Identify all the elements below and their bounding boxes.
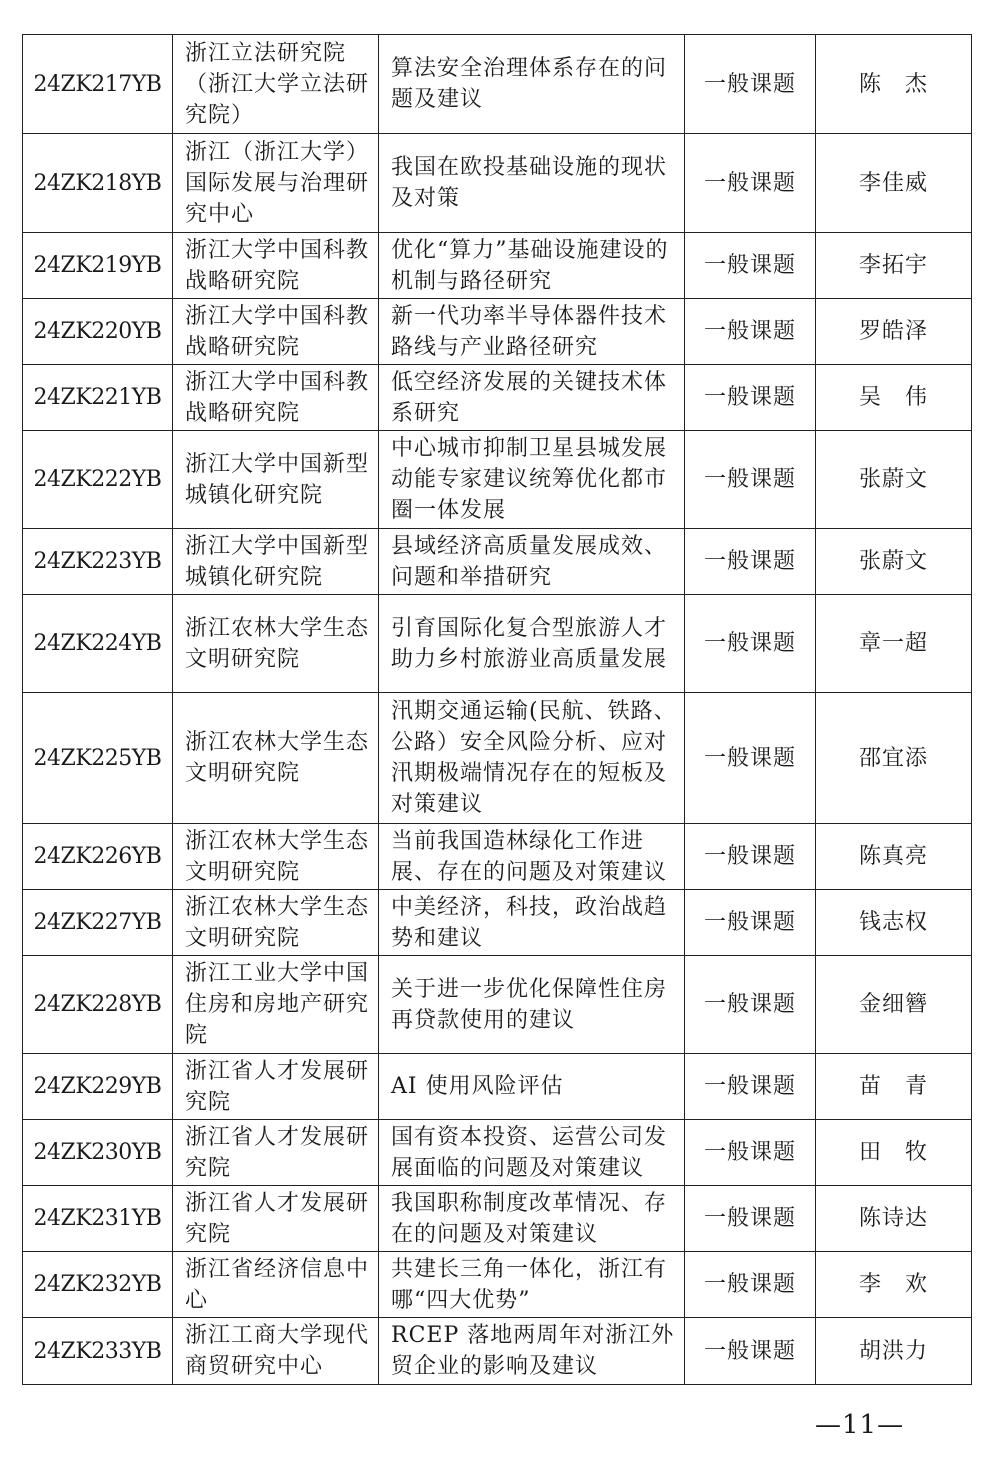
project-code: 24ZK232YB [23,1252,173,1318]
project-type: 一般课题 [685,1186,816,1252]
project-topic: 县域经济高质量发展成效、问题和举措研究 [379,529,685,595]
institution-name: 浙江工业大学中国住房和房地产研究院 [173,956,379,1054]
project-type: 一般课题 [685,1120,816,1186]
project-code: 24ZK217YB [23,35,173,134]
table-row [23,233,972,299]
project-code: 24ZK227YB [23,890,173,956]
table-row [23,956,972,1054]
project-type: 一般课题 [685,35,816,134]
person-in-charge: 陈真亮 [816,824,972,890]
institution-name: 浙江农林大学生态文明研究院 [173,595,379,693]
project-topic: RCEP 落地两周年对浙江外贸企业的影响及建议 [379,1318,685,1385]
table-row [23,595,972,693]
institution-name: 浙江农林大学生态文明研究院 [173,890,379,956]
institution-name: 浙江省人才发展研究院 [173,1054,379,1120]
project-code: 24ZK223YB [23,529,173,595]
institution-name: 浙江大学中国新型城镇化研究院 [173,431,379,529]
institution-name: 浙江立法研究院（浙江大学立法研究院） [173,35,379,134]
person-in-charge: 李佳威 [816,134,972,233]
table-row [23,365,972,431]
project-type: 一般课题 [685,956,816,1054]
institution-name: 浙江大学中国科教战略研究院 [173,299,379,365]
project-code: 24ZK228YB [23,956,173,1054]
project-topic: 汛期交通运输(民航、铁路、公路）安全风险分析、应对汛期极端情况存在的短板及对策建议 [379,693,685,824]
project-topic: 关于进一步优化保障性住房再贷款使用的建议 [379,956,685,1054]
institution-name: 浙江农林大学生态文明研究院 [173,824,379,890]
project-type: 一般课题 [685,1252,816,1318]
person-in-charge: 罗皓泽 [816,299,972,365]
project-topic: 引育国际化复合型旅游人才 助力乡村旅游业高质量发展 [379,595,685,693]
table-row [23,529,972,595]
project-type: 一般课题 [685,365,816,431]
project-code: 24ZK225YB [23,693,173,824]
table-row [23,824,972,890]
project-type: 一般课题 [685,299,816,365]
person-in-charge: 吴 伟 [816,365,972,431]
project-topic: 共建长三角一体化，浙江有哪“四大优势” [379,1252,685,1318]
project-topic: 当前我国造林绿化工作进展、存在的问题及对策建议 [379,824,685,890]
table-row [23,1186,972,1252]
project-code: 24ZK229YB [23,1054,173,1120]
person-in-charge: 邵宜添 [816,693,972,824]
project-topic: 算法安全治理体系存在的问题及建议 [379,35,685,134]
project-topic: 新一代功率半导体器件技术路线与产业路径研究 [379,299,685,365]
table-row [23,890,972,956]
institution-name: 浙江（浙江大学）国际发展与治理研究中心 [173,134,379,233]
project-table [22,34,972,1385]
project-topic: 我国职称制度改革情况、存在的问题及对策建议 [379,1186,685,1252]
project-code: 24ZK219YB [23,233,173,299]
institution-name: 浙江大学中国科教战略研究院 [173,365,379,431]
project-type: 一般课题 [685,134,816,233]
institution-name: 浙江省人才发展研究院 [173,1120,379,1186]
person-in-charge: 陈诗达 [816,1186,972,1252]
project-type: 一般课题 [685,431,816,529]
project-type: 一般课题 [685,233,816,299]
institution-name: 浙江大学中国科教战略研究院 [173,233,379,299]
person-in-charge: 李拓宇 [816,233,972,299]
project-code: 24ZK233YB [23,1318,173,1385]
institution-name: 浙江省经济信息中心 [173,1252,379,1318]
person-in-charge: 胡洪力 [816,1318,972,1385]
table-row [23,1318,972,1385]
person-in-charge: 张蔚文 [816,529,972,595]
project-type: 一般课题 [685,1318,816,1385]
project-type: 一般课题 [685,693,816,824]
table-row [23,1054,972,1120]
project-topic: 中美经济，科技，政治战趋势和建议 [379,890,685,956]
person-in-charge: 李 欢 [816,1252,972,1318]
project-code: 24ZK226YB [23,824,173,890]
person-in-charge: 金细簪 [816,956,972,1054]
project-type: 一般课题 [685,1054,816,1120]
institution-name: 浙江省人才发展研究院 [173,1186,379,1252]
institution-name: 浙江大学中国新型城镇化研究院 [173,529,379,595]
person-in-charge: 陈 杰 [816,35,972,134]
project-topic: 我国在欧投基础设施的现状及对策 [379,134,685,233]
project-type: 一般课题 [685,890,816,956]
project-topic: 低空经济发展的关键技术体系研究 [379,365,685,431]
table-row [23,1252,972,1318]
project-code: 24ZK220YB [23,299,173,365]
project-topic: AI 使用风险评估 [379,1054,685,1120]
person-in-charge: 章一超 [816,595,972,693]
person-in-charge: 张蔚文 [816,431,972,529]
table-row [23,35,972,134]
table-row [23,1120,972,1186]
table-row [23,134,972,233]
page-number: —11— [815,1410,905,1440]
project-code: 24ZK221YB [23,365,173,431]
institution-name: 浙江农林大学生态文明研究院 [173,693,379,824]
project-topic: 中心城市抑制卫星县城发展动能专家建议统筹优化都市圈一体发展 [379,431,685,529]
project-code: 24ZK231YB [23,1186,173,1252]
person-in-charge: 田 牧 [816,1120,972,1186]
project-code: 24ZK230YB [23,1120,173,1186]
project-code: 24ZK218YB [23,134,173,233]
table-row [23,299,972,365]
project-code: 24ZK222YB [23,431,173,529]
project-type: 一般课题 [685,595,816,693]
table-row [23,693,972,824]
table-row [23,431,972,529]
project-code: 24ZK224YB [23,595,173,693]
project-topic: 优化“算力”基础设施建设的机制与路径研究 [379,233,685,299]
institution-name: 浙江工商大学现代商贸研究中心 [173,1318,379,1385]
project-topic: 国有资本投资、运营公司发展面临的问题及对策建议 [379,1120,685,1186]
person-in-charge: 苗 青 [816,1054,972,1120]
person-in-charge: 钱志权 [816,890,972,956]
project-type: 一般课题 [685,824,816,890]
project-type: 一般课题 [685,529,816,595]
